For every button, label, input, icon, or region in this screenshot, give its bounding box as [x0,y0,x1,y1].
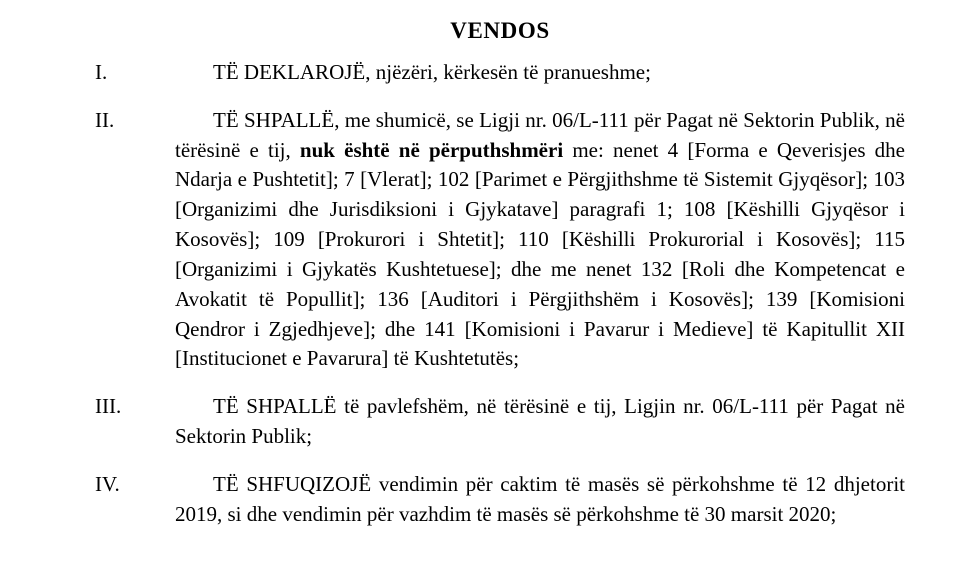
clause-text [175,470,905,530]
page-title: VENDOS [450,18,550,43]
clause-segment: TË SHPALLË, me shumicë, se Ligji nr. 06/L-111 për Pagat në Sektorin Publik, në tërësinë e tij, [175,107,905,162]
clause-number: III. [95,394,122,419]
clause-number: IV. [95,471,120,496]
clause-item [95,106,905,374]
clause-item [95,392,905,452]
clause-segment: TË SHPALLË të pavlefshëm, në tërësinë e tij, Ligjin nr. 06/L-111 për Pagat në Sektorin Publik; [175,394,905,448]
clause-item [95,470,905,530]
clause-segment-emphasis: nuk është në përputhshmëri [299,137,564,162]
clause-item [95,58,905,88]
clause-segment: TË DEKLAROJË, njëzëri, kërkesën të pranueshme; [213,60,651,84]
clause-segment: me: nenet 4 [Forma e Qeverisjes dhe Ndarja e Pushtetit]; 7 [Vlerat]; 102 [Parimet e Përgjithshme të Sistemit Gjyqësor]; 103 [Organizimi dhe Jurisdiksioni i Gjykatave] paragrafi 1; 108 [Këshilli Gjyqësor i Kosovës]; 109 [Prokurori i Shtetit]; 110 [Këshilli Prokurorial i Kosovës]; 115 [Organizimi i Gjykatës Kushtetuese]; dhe me nenet 132 [Roli dhe Kompetencat e Avokatit të Popullit]; 136 [Auditori i Përgjithshëm i Kosovës]; 139 [Komisioni Qendror i Zgjedhjeve]; dhe 141 [Komisioni i Pavarur i Medieve] të Kapitullit XII [Institucionet e Pavarura] të Kushtetutës; [175,137,905,371]
clause-text [175,392,905,452]
clause-number: I. [95,60,108,84]
clause-text [175,106,905,374]
clause-text [175,58,905,88]
clause-segment: TË SHFUQIZOJË vendimin për caktim të masës së përkohshme të 12 dhjetorit 2019, si dhe vendimin për vazhdim të masës së përkohshme të 30 marsit 2020; [175,471,905,526]
clause-number: II. [95,107,115,132]
